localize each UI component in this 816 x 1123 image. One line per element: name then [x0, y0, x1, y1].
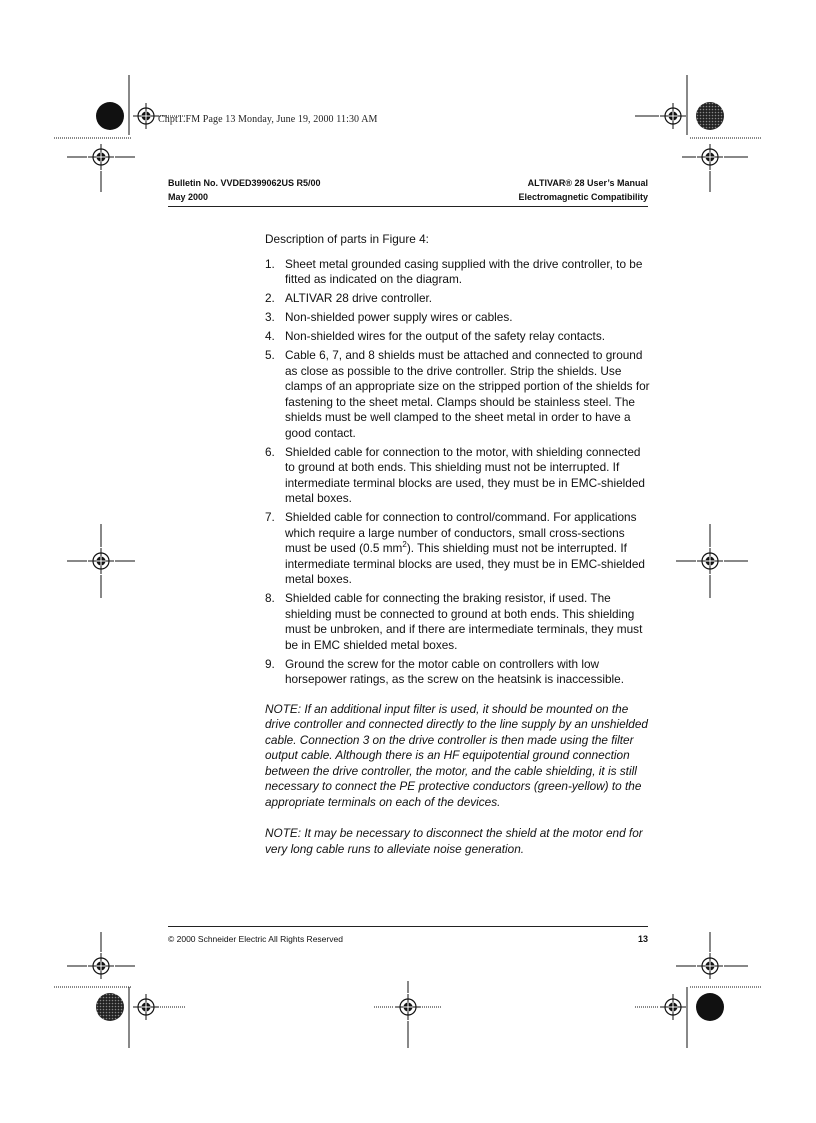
page-body: [265, 232, 651, 857]
item-text: Ground the screw for the motor cable on controllers with low horsepower ratings, as the screw on the heatsink is inaccessible.: [285, 656, 625, 686]
item-text: Shielded cable for connection to the motor, with shielding connected to ground at both ends. This shielding must not be interrupted. If intermediate terminal blocks are used, they must be in EMC-shielded metal boxes.: [285, 444, 645, 505]
item-text: Shielded cable for connecting the braking resistor, if used. The shielding must be connected to ground at both ends. This shielding must be unbroken, and if there are intermediate terminals, they must be in EMC shielded metal boxes.: [285, 591, 643, 652]
item-text: Cable 6, 7, and 8 shields must be attached and connected to ground as close as possible to the drive controller. Strip the shields. Use clamps of an appropriate size on the stripped portion of the shields for fastening to the sheet metal. Clamps should be stainless steel. The shields must be well clamped to the sheet metal in order to have a good contact.: [285, 348, 650, 440]
superscript: 2: [402, 540, 407, 549]
list-item: [265, 257, 651, 288]
registration-mark-icon: [88, 144, 114, 170]
parts-list: [265, 257, 651, 688]
list-item: [265, 310, 651, 326]
item-text: ALTIVAR 28 drive controller.: [285, 291, 433, 305]
halftone-dot-mark: [96, 993, 124, 1021]
footer-rule: [168, 926, 648, 927]
halftone-dot-mark: [696, 102, 724, 130]
item-number: 6.: [265, 444, 275, 459]
registration-mark-icon: [660, 103, 686, 129]
solid-dot-mark: [696, 993, 724, 1021]
note-shield-disconnect: NOTE: It may be necessary to disconnect the shield at the motor end for very long cable runs to alleviate noise generation.: [265, 826, 643, 856]
item-text-part-a: Shielded cable for connection to control/command. For applications which require a large number of conductors, small cross-sections must be used (0.5 mm: [285, 510, 637, 555]
page-number: 13: [637, 934, 648, 944]
list-item: [265, 329, 651, 345]
list-item: [265, 591, 651, 653]
item-number: 8.: [265, 591, 275, 605]
list-item: [265, 445, 651, 507]
item-number: 7.: [265, 510, 275, 524]
registration-mark-icon: [133, 103, 159, 129]
list-item: [265, 510, 651, 588]
item-text: Non-shielded power supply wires or cables.: [285, 310, 513, 324]
bulletin-date: May 2000: [168, 192, 209, 202]
list-item: [265, 291, 651, 307]
header-right: [518, 176, 648, 204]
registration-mark-icon: [88, 953, 114, 979]
item-number: 5.: [265, 348, 275, 362]
item-number: 1.: [265, 256, 275, 271]
item-text: Non-shielded wires for the output of the safety relay contacts.: [285, 329, 605, 343]
item-number: 9.: [265, 656, 275, 671]
solid-dot-mark: [96, 102, 124, 130]
header-left: [168, 176, 321, 204]
item-number: 2.: [265, 291, 275, 305]
intro-text: Description of parts in Figure 4:: [265, 232, 429, 246]
registration-mark-icon: [395, 994, 421, 1020]
list-item: [265, 348, 651, 441]
registration-mark-icon: [697, 144, 723, 170]
registration-mark-icon: [660, 994, 686, 1020]
item-number: 4.: [265, 329, 275, 343]
print-slug: Chpt1.FM Page 13 Monday, June 19, 2000 11:30 AM: [158, 114, 378, 125]
item-number: 3.: [265, 310, 275, 324]
bulletin-number: Bulletin No. VVDED399062US R5/00: [168, 178, 321, 188]
copyright-notice: © 2000 Schneider Electric All Rights Reserved: [168, 934, 343, 944]
item-text: [285, 510, 645, 586]
list-item: [265, 657, 651, 688]
header-rule: [168, 206, 648, 207]
registration-mark-icon: [133, 994, 159, 1020]
section-title: Electromagnetic Compatibility: [518, 192, 648, 202]
registration-mark-icon: [88, 548, 114, 574]
manual-title: ALTIVAR® 28 User’s Manual: [527, 178, 648, 188]
registration-mark-icon: [697, 548, 723, 574]
note-input-filter: NOTE: If an additional input filter is used, it should be mounted on the drive controller and connected directly to the line supply by an unshielded cable. Connection 3 on the drive controller is then made using the filter output cable. Although there is an HF equipotential ground connection between the drive controller, the motor, and the cable shielding, it is still necessary to connect the PE protective conductors (green-yellow) to the appropriate terminals on each of the devices.: [265, 701, 648, 809]
registration-mark-icon: [697, 953, 723, 979]
item-text: Sheet metal grounded casing supplied with the drive controller, to be fitted as indicated on the diagram.: [285, 256, 643, 286]
item-text-part-b: ). This shielding must not be interrupted. If intermediate terminal blocks are used, they must be in EMC-shielded metal boxes.: [285, 541, 645, 586]
